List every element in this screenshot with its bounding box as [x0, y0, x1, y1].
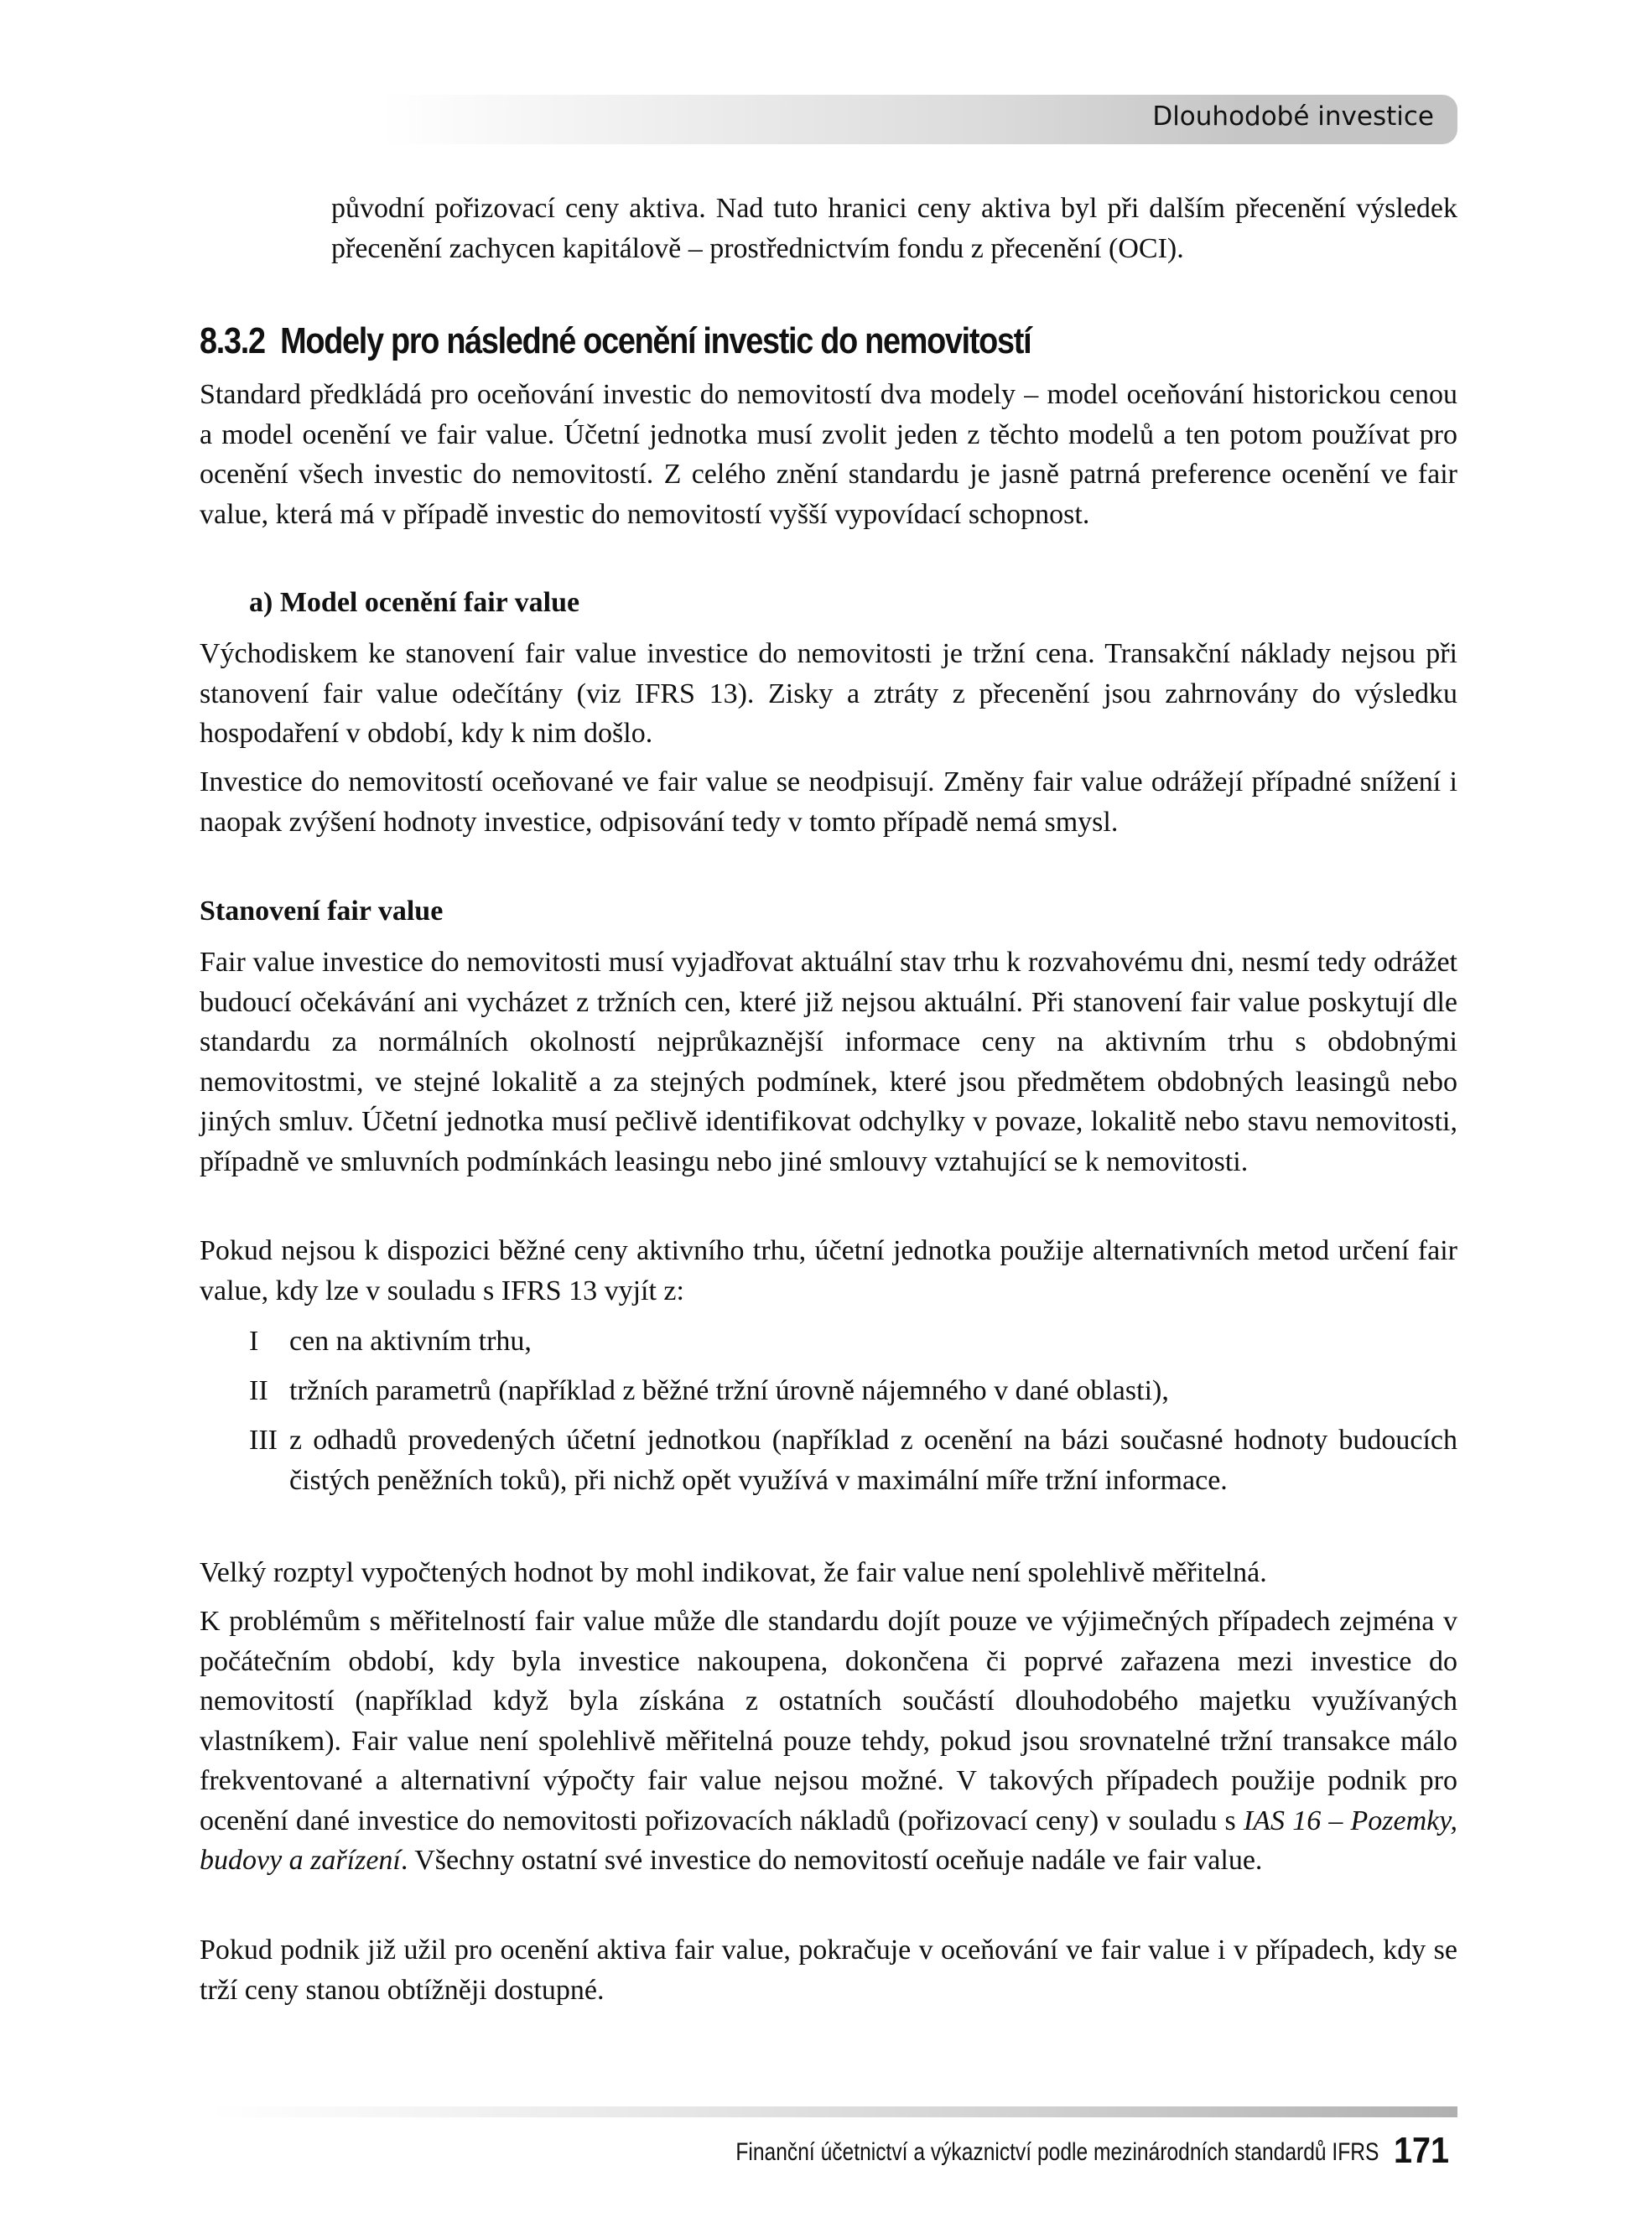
paragraph-text-part: K problémům s měřitelností fair value může dle standardu dojít pouze ve výjimečných případech zejména v počátečním období, kdy byla investice nakoupena, dokončena či poprvé zařazena mezi investice do nemovitostí (například když byla získána z ostatních součástí dlouhodobého majetku využívaných vlastníkem). Fair value není spolehlivě měřitelná pouze tehdy, pokud jsou srovnatelné tržní transakce málo frekventované a alternativní výpočty fair value nejsou možné. V takových případech použije podnik pro ocenění dané investice do nemovitosti pořizovacích nákladů (pořizovací ceny) v souladu s: [200, 1606, 1457, 1836]
paragraph-text: Pokud podnik již užil pro ocenění aktiva fair value, pokračuje v oceňování ve fair value i v případech, kdy se trží ceny stanou obtížněji dostupné.: [200, 1935, 1457, 2006]
subsection-a-heading: a) Model ocenění fair value: [249, 587, 580, 618]
list-item-number: II: [249, 1375, 268, 1406]
footer-rule: [210, 2106, 1457, 2117]
list-item-text: z odhadů provedených účetní jednotkou (například z ocenění na bázi současné hodnoty budoucích čistých peněžních toků), při nichž opět využívá v maximální míře tržní informace.: [289, 1425, 1457, 1496]
fair-value-paragraph-4: [200, 1602, 1457, 1881]
list-item: [249, 1322, 1457, 1362]
section-number: 8.3.2: [200, 320, 265, 361]
footer-book-title: Finanční účetnictví a výkaznictví podle mezinárodních standardů IFRS: [735, 2138, 1379, 2166]
list-item-number: I: [249, 1326, 259, 1357]
paragraph-text: Velký rozptyl vypočtených hodnot by mohl indikovat, že fair value není spolehlivě měřitelná.: [200, 1557, 1267, 1588]
fair-value-heading: Stanovení fair value: [200, 896, 444, 927]
list-item-text: cen na aktivním trhu,: [289, 1326, 532, 1357]
paragraph-text-part: . Všechny ostatní své investice do nemovitostí oceňuje nadále ve fair value.: [400, 1845, 1263, 1876]
list-item-number: III: [249, 1425, 278, 1456]
paragraph-text: Fair value investice do nemovitosti musí vyjadřovat aktuální stav trhu k rozvahovému dni, nesmí tedy odrážet budoucí očekávání ani vycházet z tržních cen, které již nejsou aktuální. Při stanovení fair value poskytují dle standardu za normálních okolností nejprůkaznější informace ceny na aktivním trhu s obdobnými nemovitostmi, ve stejné lokalitě a za stejných podmínek, které jsou předmětem obdobných leasingů nebo jiných smluv. Účetní jednotka musí pečlivě identifikovat odchylky v povaze, lokalitě nebo stavu nemovitosti, případně ve smluvních podmínkách leasingu nebo jiné smlouvy vztahující se k nemovitosti.: [200, 947, 1457, 1177]
fair-value-paragraph-1: [200, 943, 1457, 1182]
list-item-text: tržních parametrů (například z běžné tržní úrovně nájemného v dané oblasti),: [289, 1375, 1169, 1406]
list-item: [249, 1420, 1457, 1500]
fair-value-paragraph-2: [200, 1231, 1457, 1311]
paragraph-text: Východiskem ke stanovení fair value investice do nemovitosti je tržní cena. Transakční náklady nejsou při stanovení fair value odečítány (viz IFRS 13). Zisky a ztráty z přecenění jsou zahrnovány do výsledku hospodaření v období, kdy k nim došlo.: [200, 638, 1457, 749]
intro-paragraph: [331, 189, 1457, 268]
running-header-bar: [382, 95, 1457, 144]
paragraph-text: Pokud nejsou k dispozici běžné ceny aktivního trhu, účetní jednotka použije alternativních metod určení fair value, kdy lze v souladu s IFRS 13 vyjít z:: [200, 1235, 1457, 1306]
standard-reference: IAS 16 – Pozemky, budovy a zařízení: [200, 1805, 1457, 1876]
page-number: 171: [1394, 2130, 1450, 2171]
section-intro-paragraph: [200, 375, 1457, 534]
subsection-a-paragraph-1: [200, 634, 1457, 754]
subsection-a-paragraph-2: [200, 762, 1457, 842]
section-heading: [200, 320, 1031, 362]
running-header-title: Dlouhodobé investice: [1152, 101, 1434, 132]
paragraph-text: Investice do nemovitostí oceňované ve fair value se neodpisují. Změny fair value odrážejí případné snížení i naopak zvýšení hodnoty investice, odpisování tedy v tomto případě nemá smysl.: [200, 766, 1457, 838]
fair-value-paragraph-5: [200, 1930, 1457, 2010]
list-item: [249, 1371, 1457, 1411]
intro-paragraph-text: původní pořizovací ceny aktiva. Nad tuto hranici ceny aktiva byl při dalším přecenění výsledek přecenění zachycen kapitálově – prostřednictvím fondu z přecenění (OCI).: [331, 193, 1457, 264]
section-title: Modely pro následné ocenění investic do nemovitostí: [280, 320, 1031, 361]
fair-value-paragraph-3: [200, 1553, 1457, 1593]
paragraph-text: [200, 1602, 1457, 1881]
paragraph-text: Standard předkládá pro oceňování investic do nemovitostí dva modely – model oceňování historickou cenou a model ocenění ve fair value. Účetní jednotka musí zvolit jeden z těchto modelů a ten potom používat pro ocenění všech investic do nemovitostí. Z celého znění standardu je jasně patrná preference ocenění ve fair value, která má v případě investic do nemovitostí vyšší vypovídací schopnost.: [200, 379, 1457, 530]
